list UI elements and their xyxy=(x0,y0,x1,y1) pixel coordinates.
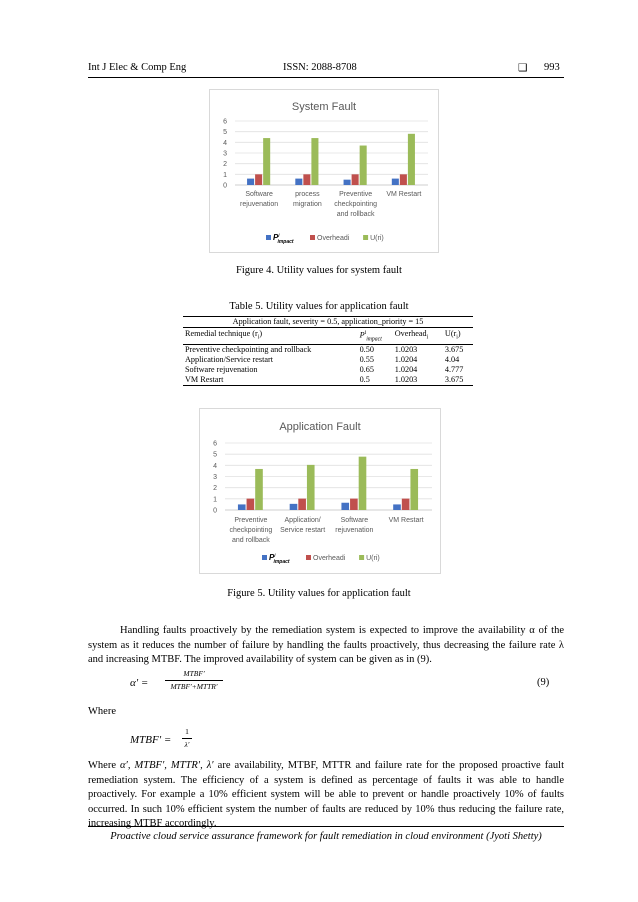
running-footer: Proactive cloud service assurance framework for fault remediation in cloud environment (Jyoti Shetty) xyxy=(110,831,542,842)
table5-header-pimpact: $P^i_{impact}$ xyxy=(358,328,393,345)
bar xyxy=(360,146,367,185)
category-label: Software xyxy=(340,517,369,524)
bar xyxy=(402,499,410,510)
category-label: VM Restart xyxy=(388,517,424,524)
table5-cell: 1.0204 xyxy=(394,355,418,365)
equation-9-denominator: MTBF′+MTTR′ xyxy=(170,682,218,691)
equation-mtbf-lhs: MTBF′ = xyxy=(130,734,172,746)
y-tick-label: 4 xyxy=(223,139,227,147)
table5-header-utility: $U(r_i)$ xyxy=(443,328,473,345)
table5-cell: 4.777 xyxy=(444,365,464,375)
y-tick-label: 2 xyxy=(213,485,217,493)
legend-swatch xyxy=(266,235,271,240)
category-label: VM Restart xyxy=(386,191,422,198)
y-tick-label: 0 xyxy=(223,182,227,190)
equation-9-fraction-bar xyxy=(165,680,223,681)
where-label: Where xyxy=(88,706,116,717)
table5-cell: 0.5 xyxy=(358,375,393,386)
category-label: Preventive xyxy=(234,517,268,524)
category-label: rejuvenation xyxy=(335,527,374,534)
category-label: Service restart xyxy=(280,527,326,534)
bar xyxy=(400,174,407,185)
bar xyxy=(408,134,415,185)
bar xyxy=(255,174,262,185)
equation-mtbf-fraction-bar xyxy=(182,738,192,739)
category-label: process xyxy=(295,191,320,198)
running-header-issn: ISSN: 2088-8708 xyxy=(283,62,357,73)
bar xyxy=(410,469,418,510)
running-header-journal: Int J Elec & Comp Eng xyxy=(88,62,187,73)
table-row xyxy=(183,375,473,386)
y-tick-label: 2 xyxy=(223,161,227,169)
table5-title: Table 5. Utility values for application fault xyxy=(229,301,409,312)
legend-label xyxy=(273,233,294,245)
header-rule xyxy=(88,77,564,78)
category-label: checkpointing xyxy=(334,201,378,208)
table5-cell: VM Restart xyxy=(183,375,358,386)
table5-cell: 0.50 xyxy=(359,345,374,355)
legend-label: Overheadi xyxy=(317,235,350,242)
where-lead: Where xyxy=(88,760,116,771)
bar xyxy=(311,138,318,185)
application-fault-chart-svg xyxy=(200,409,440,573)
bar xyxy=(290,504,298,510)
y-tick-label: 1 xyxy=(213,496,217,504)
table5-header-technique: Remedial technique $(r_i)$ xyxy=(183,328,358,345)
legend-p-sup: i xyxy=(274,553,276,559)
table5-cell: 0.55 xyxy=(359,355,374,365)
bar xyxy=(298,499,306,510)
y-tick-label: 5 xyxy=(223,129,227,137)
legend-label xyxy=(269,553,290,565)
bar xyxy=(238,504,246,510)
figure4-chart xyxy=(209,89,439,253)
category-label: rejuvenation xyxy=(240,201,279,208)
table5-header-row xyxy=(183,328,473,345)
bar xyxy=(295,179,302,185)
y-tick-label: 3 xyxy=(213,474,217,481)
category-label: Software xyxy=(245,191,273,198)
table5-subtitle-row xyxy=(183,317,473,328)
bar xyxy=(359,457,367,510)
table5-cell: Application/Service restart xyxy=(185,355,273,365)
table5-cell: 3.675 xyxy=(444,345,464,355)
y-tick-label: 0 xyxy=(213,507,217,515)
equation-9-numerator: MTBF′ xyxy=(183,669,205,678)
system-fault-chart-svg xyxy=(210,90,438,252)
bar xyxy=(303,174,310,185)
chart-title: Application Fault xyxy=(279,421,361,433)
page-number: 993 xyxy=(544,62,560,73)
definitions-text: are availability, MTBF, MTTR and failure rate for the proposed proactive fault xyxy=(217,760,565,771)
table5-cell: 1.0203 xyxy=(393,375,443,386)
legend-p-sub: impact xyxy=(277,239,294,245)
category-label: Preventive xyxy=(339,191,373,198)
legend-label: Overheadi xyxy=(313,555,346,562)
legend-label: U(ri) xyxy=(370,235,384,242)
y-tick-label: 6 xyxy=(213,440,217,448)
bar xyxy=(393,504,401,510)
table5-cell: Preventive checkpointing and rollback xyxy=(185,345,312,355)
table5-subtitle: Application fault, severity = 0.5, application_priority = 15 xyxy=(183,317,473,328)
legend-p-sub: impact xyxy=(273,559,290,565)
bar xyxy=(255,469,263,510)
bar xyxy=(350,499,358,510)
category-label: and rollback xyxy=(232,537,270,544)
table-row xyxy=(183,355,473,365)
y-tick-label: 6 xyxy=(223,118,227,126)
category-label: checkpointing xyxy=(229,527,273,534)
table5-cell: 1.0203 xyxy=(394,345,418,355)
paragraph-definitions-line1 xyxy=(88,759,564,774)
bar xyxy=(263,138,270,185)
figure5-chart xyxy=(199,408,441,574)
figure5-caption: Figure 5. Utility values for application fault xyxy=(227,588,411,599)
category-label: Application/ xyxy=(284,517,321,524)
legend-swatch xyxy=(359,555,364,560)
equation-mtbf-numerator: 1 xyxy=(185,727,189,736)
bar xyxy=(341,503,349,510)
y-tick-label: 3 xyxy=(223,150,227,158)
legend-p-base: P xyxy=(273,233,279,242)
bar xyxy=(352,174,359,185)
symbols-inline: α′, MTBF′, MTTR′, λ′ xyxy=(120,760,214,771)
legend-swatch xyxy=(310,235,315,240)
bar xyxy=(247,179,254,185)
table5-cell: 1.0204 xyxy=(394,365,418,375)
table-row xyxy=(183,345,473,356)
legend-p-sup: i xyxy=(278,233,280,239)
checkbox-square-icon: ❑ xyxy=(518,63,528,74)
table5 xyxy=(183,316,473,386)
equation-mtbf-denominator: λ′ xyxy=(184,740,190,749)
legend-label: U(ri) xyxy=(366,555,380,562)
category-label: and rollback xyxy=(336,211,375,218)
legend-swatch xyxy=(306,555,311,560)
category-label: migration xyxy=(292,201,322,208)
bar xyxy=(247,499,255,510)
y-tick-label: 4 xyxy=(213,462,217,470)
table5-cell: 3.675 xyxy=(443,375,473,386)
y-tick-label: 5 xyxy=(213,451,217,459)
paragraph-definitions-rest: remediation system. The efficiency of a system is defined as percentage of faults it was able to handle proactively. For example a 10% efficient system will be able to prevent or handle proactively 10% of faults occurred. In such 10% efficient system the number of faults are reduced by 10% thus reducing the failure rate, increasing MTBF accordingly. xyxy=(88,774,564,829)
y-tick-label: 1 xyxy=(223,171,227,179)
table5-cell: 4.04 xyxy=(444,355,460,365)
equation-9-lhs: α′ = xyxy=(130,677,149,689)
legend-swatch xyxy=(262,555,267,560)
footer-rule xyxy=(88,826,564,827)
legend-p-base: P xyxy=(269,553,275,562)
table5-cell: Software rejuvenation xyxy=(185,365,258,375)
chart-title: System Fault xyxy=(291,101,357,113)
bar xyxy=(344,180,351,185)
paragraph-availability: Handling faults proactively by the remediation system is expected to improve the availability α of the system as it reduces the number of failure by handling the faults proactively, thus decreasing the failure rate λ and increasing MTBF. The improved availability of system can be given as in (9). xyxy=(88,625,564,665)
bar xyxy=(392,179,399,185)
table5-cell: 0.65 xyxy=(359,365,374,375)
bar xyxy=(307,465,315,510)
table5-header-overhead: Overhead$_i$ xyxy=(393,328,443,345)
legend-swatch xyxy=(363,235,368,240)
equation-9-label: (9) xyxy=(537,677,550,688)
figure4-caption: Figure 4. Utility values for system fault xyxy=(236,265,402,276)
table-row xyxy=(183,365,473,375)
